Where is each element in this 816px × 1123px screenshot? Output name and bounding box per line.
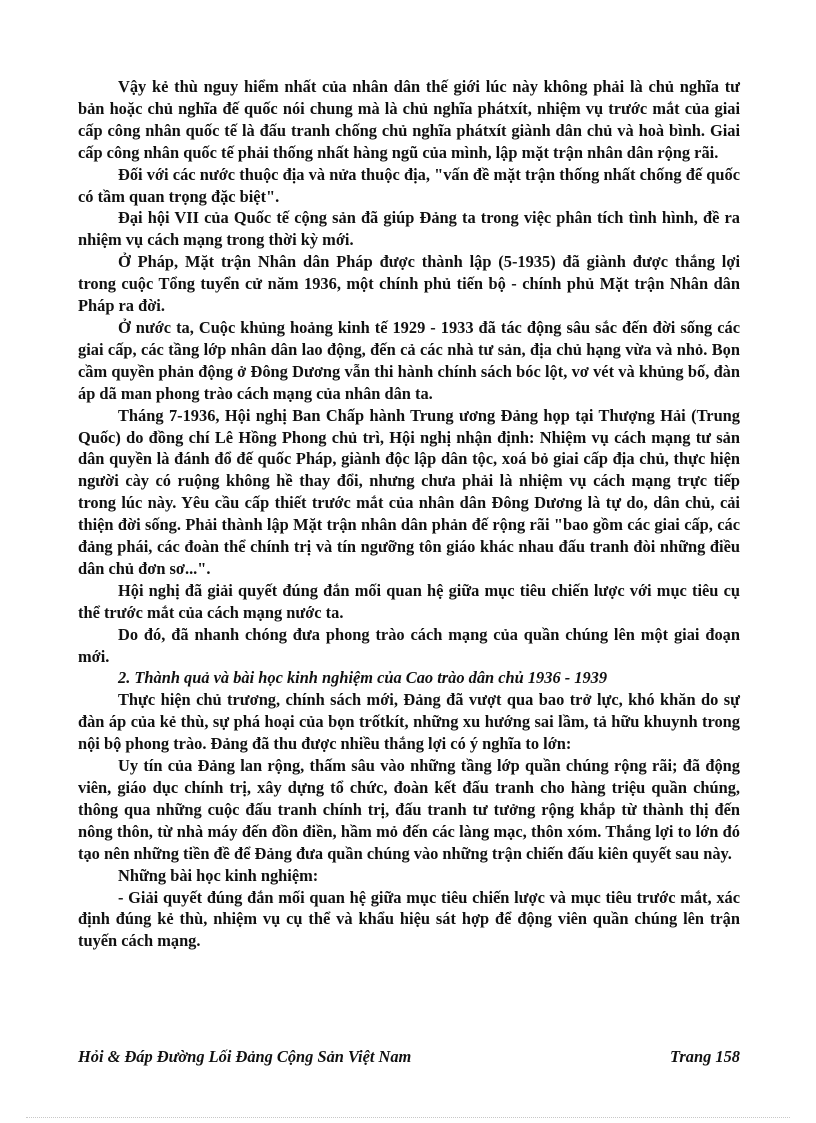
paragraph-11: Những bài học kinh nghiệm: [118,865,319,885]
paragraph-10: Uy tín của Đảng lan rộng, thấm sâu vào những tầng lớp quần chúng rộng rãi; đã động viên, giáo dục chính trị, xây dựng tổ chức, đoàn kết đấu tranh cho hàng triệu quần chúng, thông qua những cuộc đấu tranh chính trị, đấu tranh tư tưởng rộng khắp từ thành thị đến nông thôn, từ nhà máy đến đồn điền, hầm mỏ đến các làng mạc, thôn xóm. Thắng lợi to lớn đó tạo nên những tiền đề để Đảng đưa quần chúng vào những trận chiến đấu kiên quyết sau này. [78,756,740,863]
paragraph-9: Thực hiện chủ trương, chính sách mới, Đảng đã vượt qua bao trở lực, khó khăn do sự đàn áp của kẻ thù, sự phá hoại của bọn trốtkít, những xu hướng sai lầm, tả hữu khuynh trong nội bộ phong trào. Đảng đã thu được nhiều thắng lợi có ý nghĩa to lớn: [78,690,740,754]
bottom-divider [26,1117,790,1118]
paragraph-5: Ở nước ta, Cuộc khủng hoảng kinh tế 1929 - 1933 đã tác động sâu sắc đến đời sống các giai cấp, các tầng lớp nhân dân lao động, đến cả các nhà tư sản, địa chủ hạng vừa và nhỏ. Bọn cầm quyền phản động ở Đông Dương vẫn thi hành chính sách bóc lột, vơ vét và khủng bố, đàn áp dã man phong trào cách mạng của nhân dân ta. [78,317,740,403]
paragraph-6: Tháng 7-1936, Hội nghị Ban Chấp hành Trung ương Đảng họp tại Thượng Hải (Trung Quốc) do đồng chí Lê Hồng Phong chủ trì, Hội nghị nhận định: Nhiệm vụ cách mạng tư sản dân quyền là đánh đổ đế quốc Pháp, giành độc lập dân tộc, xoá bỏ giai cấp địa chủ, thực hiện người cày có ruộng không hề thay đổi, nhưng chưa phải là nhiệm vụ cách mạng trực tiếp trong lúc này. Yêu cầu cấp thiết trước mắt của nhân dân Đông Dương là tự do, dân chủ, cải thiện đời sống. Phải thành lập Mặt trận nhân dân phản đế rộng rãi "bao gồm các giai cấp, các đảng phái, các đoàn thể chính trị và tín ngưỡng tôn giáo khác nhau đấu tranh đòi những điều dân chủ đơn sơ...". [78,405,740,578]
paragraph-7: Hội nghị đã giải quyết đúng đắn mối quan hệ giữa mục tiêu chiến lược với mục tiêu cụ thể trước mắt của cách mạng nước ta. [78,580,740,622]
footer-page-number: Trang 158 [670,1047,740,1066]
page-footer [78,1047,740,1067]
footer-book-title: Hỏi & Đáp Đường Lối Đảng Cộng Sản Việt Nam [78,1047,412,1066]
paragraph-2: Đối với các nước thuộc địa và nửa thuộc địa, "vấn đề mặt trận thống nhất chống đế quốc có tầm quan trọng đặc biệt". [78,164,740,206]
paragraph-1: Vậy kẻ thù nguy hiểm nhất của nhân dân thế giới lúc này không phải là chủ nghĩa tư bản hoặc chủ nghĩa đế quốc nói chung mà là chủ nghĩa phátxít, nhiệm vụ trước mắt của giai cấp công nhân quốc tế là đấu tranh chống chủ nghĩa phátxít giành dân chủ và hoà bình. Giai cấp công nhân quốc tế phải thống nhất hàng ngũ của mình, lập mặt trận nhân dân rộng rãi. [78,77,740,162]
paragraph-12: - Giải quyết đúng đắn mối quan hệ giữa mục tiêu chiến lược và mục tiêu trước mắt, xác định đúng kẻ thù, nhiệm vụ cụ thể và khẩu hiệu sát hợp để động viên quần chúng lên trận tuyến cách mạng. [78,887,740,951]
paragraph-4: Ở Pháp, Mặt trận Nhân dân Pháp được thành lập (5-1935) đã giành được thắng lợi trong cuộc Tổng tuyển cử năm 1936, một chính phủ tiến bộ - chính phủ Mặt trận Nhân dân Pháp ra đời. [78,252,740,316]
paragraph-3: Đại hội VII của Quốc tế cộng sản đã giúp Đảng ta trong việc phân tích tình hình, đề ra nhiệm vụ cách mạng trong thời kỳ mới. [78,208,740,250]
section-heading: 2. Thành quả và bài học kinh nghiệm của Cao trào dân chủ 1936 - 1939 [118,668,608,688]
document-body [78,76,740,952]
paragraph-8: Do đó, đã nhanh chóng đưa phong trào cách mạng của quần chúng lên một giai đoạn mới. [78,624,740,666]
